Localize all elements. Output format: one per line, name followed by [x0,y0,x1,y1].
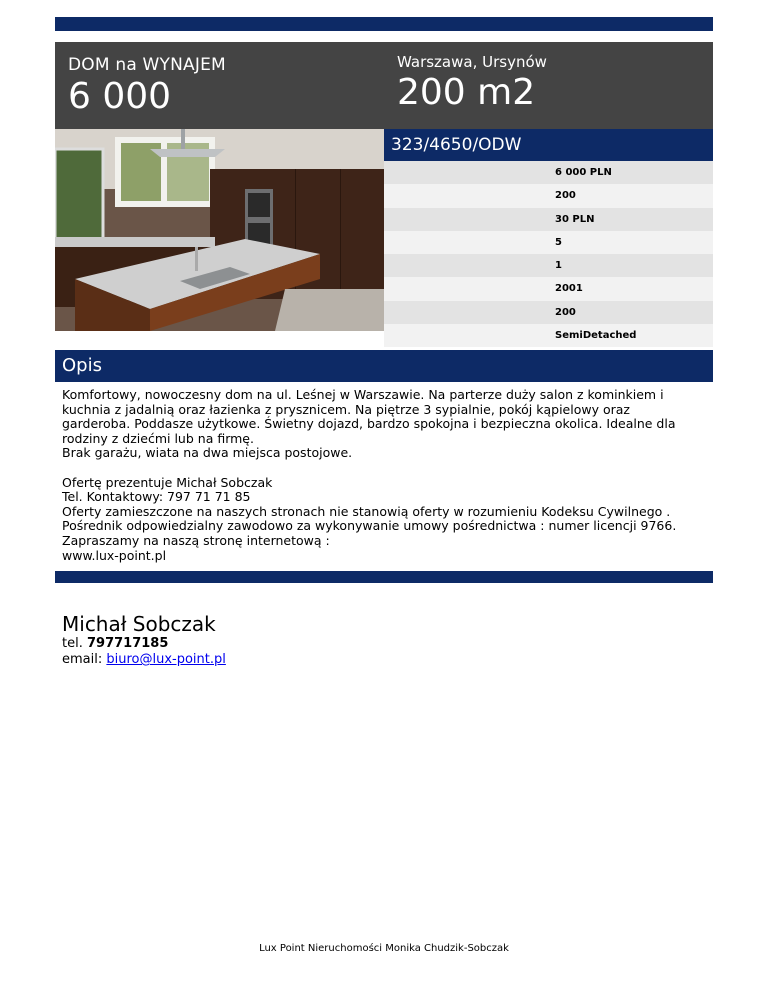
top-accent-bar [55,17,713,31]
paragraph-gap [62,461,712,476]
listing-location: Warszawa, Ursynów [397,53,547,71]
spec-row [384,277,713,300]
description-line: rodziny z dziećmi lub na firmę. [62,430,254,446]
listing-reference: 323/4650/ODW [391,135,522,155]
description-title: Opis [62,355,102,376]
description-line: Ofertę prezentuje Michał Sobczak [62,474,273,490]
spec-value: SemiDetached [555,330,637,342]
spec-row [384,254,713,277]
agent-email [62,652,226,667]
spec-row [384,301,713,324]
spec-row [384,161,713,184]
property-photo [55,129,384,331]
description-line: Zapraszamy na naszą stronę internetową : [62,532,330,548]
agent-phone [62,636,168,651]
description-body [62,388,712,563]
spec-row [384,208,713,231]
description-line: Pośrednik odpowiedzialny zawodowo za wykonywanie umowy pośrednictwa : numer licencji 9766. [62,518,677,534]
description-line: Oferty zamieszczone na naszych stronach nie stanowią oferty w rozumieniu Kodeksu Cywilnego . [62,503,671,519]
agent-email-label: email: [62,652,103,667]
spec-value: 2001 [555,283,583,295]
spec-table [384,161,713,347]
agent-phone-label: tel. [62,636,83,651]
footer-company: Lux Point Nieruchomości Monika Chudzik-Sobczak [259,943,509,954]
listing-type: DOM na WYNAJEM [68,55,226,75]
description-line: Komfortowy, nowoczesny dom na ul. Leśnej w Warszawie. Na parterze duży salon z kominkiem i [62,387,664,402]
description-line: kuchnia z jadalnią oraz łazienka z prysznicem. Na piętrze 3 sypialnie, pokój kąpielowy oraz [62,401,630,417]
spec-row [384,184,713,207]
spec-value: 30 PLN [555,213,595,225]
description-line: Brak garażu, wiata na dwa miejsca postojowe. [62,445,353,461]
spec-row [384,324,713,347]
spec-value: 1 [555,260,562,272]
agent-phone-number: 797717185 [86,636,169,651]
listing-header [55,42,713,129]
spec-value: 200 [555,306,576,318]
agent-name: Michał Sobczak [62,612,216,636]
spec-row [384,231,713,254]
description-line: garderoba. Poddasze użytkowe. Świetny dojazd, bardzo spokojna i bezpieczna okolica. Idealne dla [62,416,676,432]
spec-value: 6 000 PLN [555,167,612,178]
description-header [55,350,713,382]
listing-reference-bar [384,129,713,161]
listing-area: 200 m2 [397,72,536,113]
description-line: Tel. Kontaktowy: 797 71 71 85 [62,489,251,505]
website-line: www.lux-point.pl [62,547,167,563]
listing-price: 6 000 [68,76,172,117]
spec-value: 5 [555,236,562,248]
spec-value: 200 [555,190,576,202]
agent-email-link[interactable]: biuro@lux-point.pl [106,652,226,667]
bottom-accent-bar [55,571,713,583]
